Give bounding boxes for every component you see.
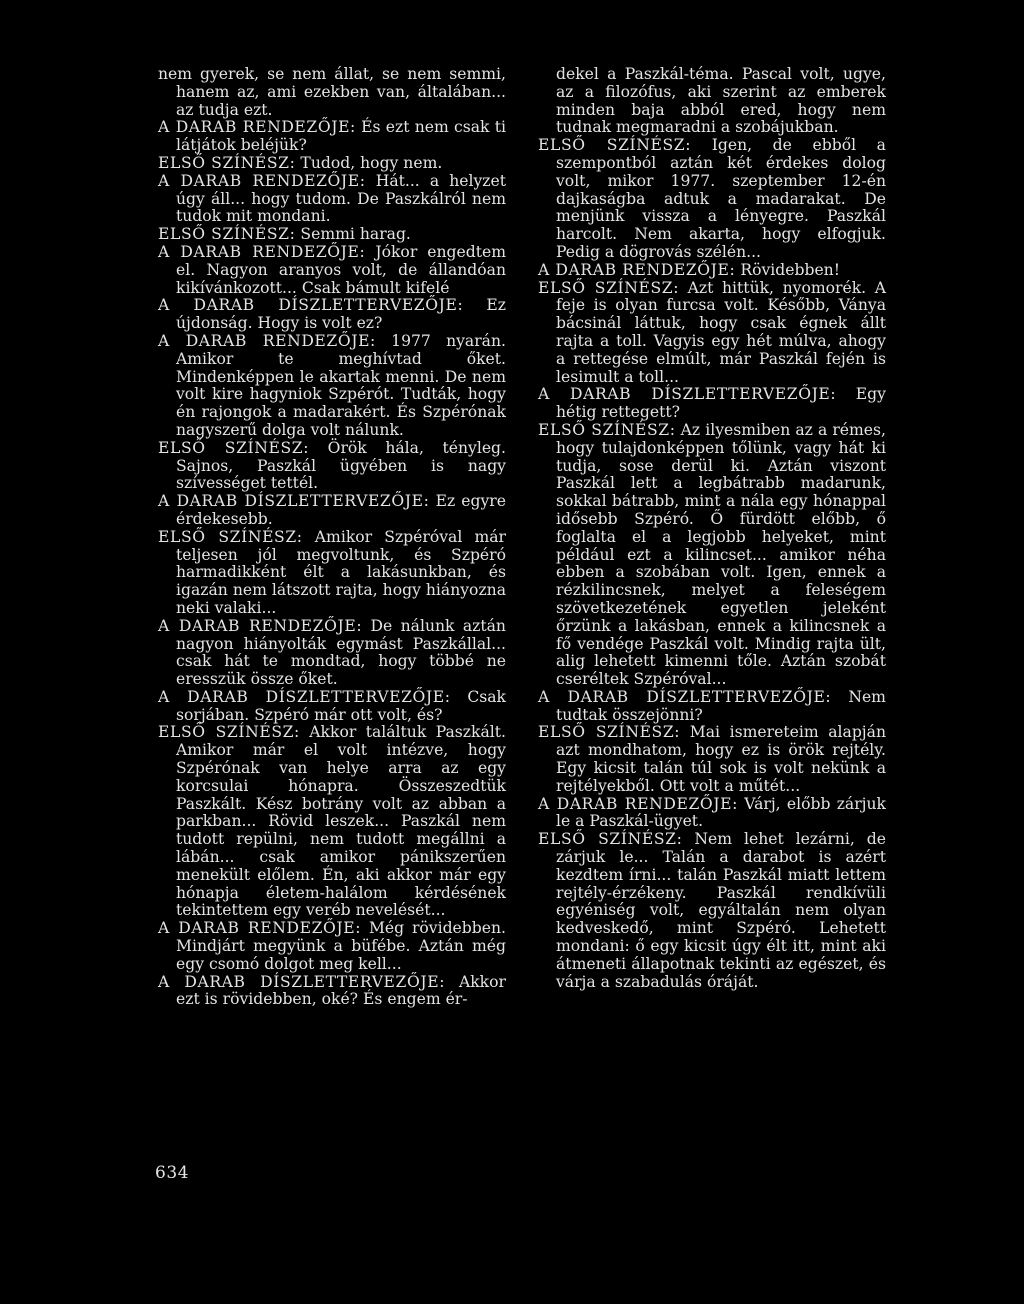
speaker-label: A DARAB RENDEZŐJE: — [158, 118, 356, 137]
speaker-label: ELSŐ SZÍNÉSZ: — [158, 153, 296, 172]
dialogue-text: Örök hála, tényleg. Sajnos, Paszkál ügyében is nagy szívességet tettél. — [176, 438, 506, 493]
dialogue-paragraph — [538, 262, 886, 280]
dialogue-text: Mai ismereteim alapján azt mondhatom, hogy ez is örök rejtély. Egy kicsit talán túl sok is volt nekünk a rejtélyekből. Ott volt a műtét... — [556, 723, 886, 795]
dialogue-paragraph — [538, 422, 886, 689]
dialogue-text: Nem tudtak összejönni? — [556, 687, 886, 724]
dialogue-paragraph — [538, 137, 886, 262]
left-text-column — [158, 66, 506, 1009]
speaker-label: ELSŐ SZÍNÉSZ: — [158, 723, 300, 742]
speaker-label: ELSŐ SZÍNÉSZ: — [158, 225, 296, 244]
dialogue-paragraph — [158, 974, 506, 1010]
dialogue-paragraph — [158, 297, 506, 333]
page-number: 634 — [155, 1163, 189, 1183]
dialogue-paragraph — [158, 920, 506, 973]
dialogue-text: Ez egyre érdekesebb. — [176, 492, 506, 528]
dialogue-text: Az ilyesmiben az a rémes, hogy tulajdonképpen tőlünk, vagy hát ki tudja, sose derül ki. Aztán viszont Paszkál lett a legbátrabb madarunk, sokkal bátrabb, mint a nála egy hónappal idősebb Szpéró. Ő fürdött előbb, ő foglalta el a legjobb helyeket, mint például ezt a kilincset... amikor néha ebben a szobában volt. Igen, ennek a rézkilincsnek, melyet a feleségem szövetkezetének egyetlen jeleként őrzünk a lakásban, ennek a kilincsnek a fő vendége Paszkál volt. Mindig rajta ült, alig lehetett kimenni tőle. Aztán szobát cseréltek Szpéróval... — [556, 420, 886, 689]
dialogue-text: 1977 nyarán. Amikor te meghívtad őket. Mindenképpen le akartak menni. De nem volt kire hagyniok Szpérót. Tudták, hogy én rajongok a madarakért. És Szpérónak nagyszerű dolga volt nálunk. — [176, 331, 506, 439]
speaker-label: A DARAB RENDEZŐJE: — [158, 171, 366, 190]
right-text-column — [538, 66, 886, 991]
speaker-label: A DARAB DÍSZLETTERVEZŐJE: — [538, 385, 837, 404]
dialogue-text: Hát... a helyzet úgy áll... hogy tudom. De Paszkálról nem tudok mit mondani. — [176, 171, 506, 226]
speaker-label: A DARAB RENDEZŐJE: — [538, 794, 738, 813]
speaker-label: ELSŐ SZÍNÉSZ: — [538, 420, 676, 439]
speaker-label: A DARAB DÍSZLETTERVEZŐJE: — [538, 687, 832, 706]
dialogue-paragraph — [158, 173, 506, 226]
dialogue-paragraph — [538, 724, 886, 795]
dialogue-text: Tudod, hogy nem. — [300, 153, 443, 172]
dialogue-text: Rövidebben! — [740, 260, 840, 279]
dialogue-text: Azt hittük, nyomorék. A feje is olyan furcsa volt. Később, Ványa bácsinál láttuk, hogy csak égnek állt rajta a toll. Vagyis egy hét múlva, ahogy a rettegése elmúlt, már Paszkál fején is lesimult a toll... — [556, 278, 886, 386]
dialogue-text: De nálunk aztán nagyon hiányolták egymást Paszkállal... csak hát te mondtad, hogy többé ne eresszük össze őket. — [176, 616, 506, 689]
speaker-label: ELSŐ SZÍNÉSZ: — [538, 723, 681, 742]
speaker-label: ELSŐ SZÍNÉSZ: — [538, 278, 680, 297]
dialogue-paragraph — [158, 724, 506, 920]
dialogue-text: Várj, előbb zárjuk le a Paszkál-ügyet. — [556, 794, 886, 831]
dialogue-text: Igen, de ebből a szempontból aztán két érdekes dolog volt, mikor 1977. szeptember 12-én dajkaságba adtuk a madarakat. De menjünk vissza a lényegre. Paszkál harcolt. Nem akarta, hogy elfogjuk. Pedig a dögrovás szélén... — [556, 136, 886, 261]
dialogue-paragraph — [158, 689, 506, 725]
dialogue-paragraph — [538, 831, 886, 991]
dialogue-text: Egy hétig rettegett? — [556, 385, 886, 422]
dialogue-paragraph — [158, 440, 506, 493]
speaker-label: ELSŐ SZÍNÉSZ: — [538, 136, 692, 155]
speaker-label: ELSŐ SZÍNÉSZ: — [158, 527, 303, 546]
dialogue-text: Akkor találtuk Paszkált. Amikor már el volt intézve, hogy Szpérónak van helye arra az egy korcsulai hónapra. Összeszedtük Paszkált. Kész botrány volt az abban a parkban... Rövid leszek... Paszkál nem tudott repülni, nem tudott megállni a lábán... csak amikor pánikszerűen menekült előlem. Én, aki akkor már egy hónapja életem-halálom kérdésének tekintettem egy veréb nevelését... — [176, 723, 506, 920]
dialogue-text: És ezt nem csak ti látjátok beléjük? — [176, 118, 506, 155]
dialogue-paragraph — [158, 66, 506, 119]
dialogue-paragraph — [538, 796, 886, 832]
continuation-paragraph: dekel a Paszkál-téma. Pascal volt, ugye, az a filozófus, aki szerint az emberek minden baja abból ered, hogy nem tudnak megmaradni a szobájukban. — [556, 65, 886, 137]
speaker-label: A DARAB DÍSZLETTERVEZŐJE: — [158, 972, 446, 991]
dialogue-text: Semmi harag. — [300, 225, 411, 244]
speaker-label: A DARAB DÍSZLETTERVEZŐJE: — [158, 296, 464, 315]
speaker-label: A DARAB RENDEZŐJE: — [538, 260, 736, 279]
speaker-label: A DARAB RENDEZŐJE: — [158, 919, 362, 938]
speaker-label: ELSŐ SZÍNÉSZ: — [158, 438, 310, 457]
dialogue-text: Akkor ezt is rövidebben, oké? És engem ér- — [176, 972, 506, 1009]
dialogue-paragraph — [538, 280, 886, 387]
dialogue-paragraph — [158, 226, 506, 244]
dialogue-paragraph — [158, 333, 506, 440]
dialogue-text: Jókor engedtem el. Nagyon aranyos volt, de állandóan kikívánkozott... Csak bámult kifelé — [176, 242, 506, 297]
speaker-label: A DARAB RENDEZŐJE: — [158, 331, 376, 350]
dialogue-text: Még rövidebben. Mindjárt megyünk a büfébe. Aztán még egy csomó dolgot meg kell... — [176, 919, 506, 973]
dialogue-text: Amikor Szpéróval már teljesen jól megvoltunk, és Szpéró harmadikként élt a lakásunkban, és igazán nem látszott rajta, hogy hiányozna neki valaki... — [176, 527, 506, 617]
dialogue-paragraph — [538, 689, 886, 725]
speaker-label: A DARAB RENDEZŐJE: — [158, 242, 366, 261]
speaker-label: A DARAB DÍSZLETTERVEZŐJE: — [158, 492, 430, 511]
dialogue-text: Nem lehet lezárni, de zárjuk le... Talán a darabot is azért kezdtem írni... talán Paszkál miatt lettem rejtély-érzékeny. Paszkál rendkívüli egyéniség volt, egyáltalán nem olyan kedveskedő, mint Szpéró. Lehetett mondani: ő egy kicsit úgy élt itt, mint aki átmeneti állapotnak tekinti az egészet, és várja a szabadulás óráját. — [556, 830, 886, 991]
speaker-label: A DARAB DÍSZLETTERVEZŐJE: — [158, 687, 451, 706]
dialogue-text: Ez újdonság. Hogy is volt ez? — [176, 296, 506, 333]
dialogue-paragraph — [158, 119, 506, 155]
speaker-label: A DARAB RENDEZŐJE: — [158, 616, 363, 635]
dialogue-text: Csak sorjában. Szpéró már ott volt, és? — [176, 687, 506, 724]
dialogue-text: nem gyerek, se nem állat, se nem semmi, hanem az, ami ezekben van, általában... az tudja ezt. — [158, 65, 506, 119]
dialogue-paragraph — [158, 244, 506, 297]
speaker-label: ELSŐ SZÍNÉSZ: — [538, 830, 683, 849]
dialogue-paragraph — [158, 155, 506, 173]
dialogue-paragraph — [158, 493, 506, 529]
dialogue-paragraph — [158, 618, 506, 689]
dialogue-paragraph — [158, 529, 506, 618]
dialogue-paragraph — [538, 386, 886, 422]
